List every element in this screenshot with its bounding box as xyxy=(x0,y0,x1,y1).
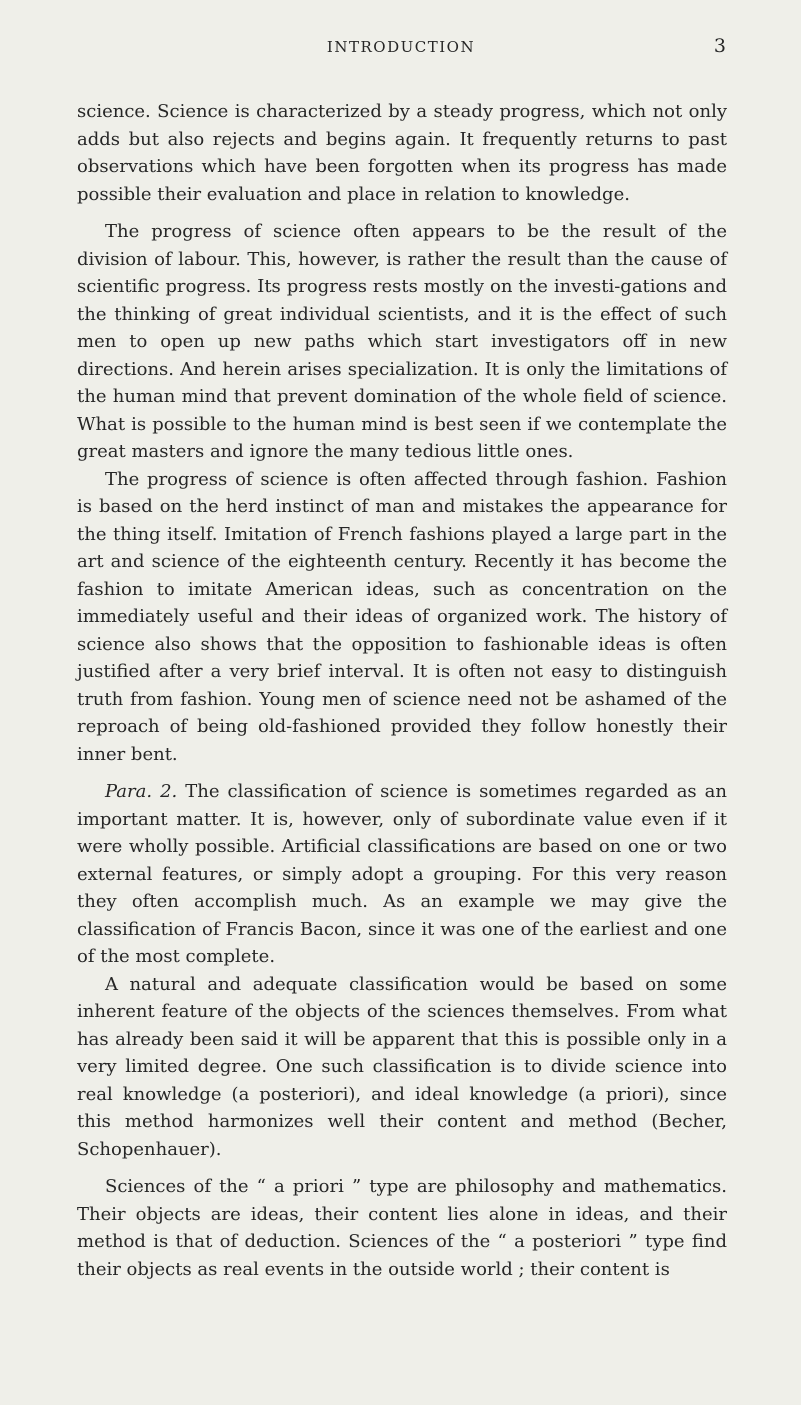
paragraph-label: Para. 2. xyxy=(105,781,178,802)
paragraph-natural-classification: A natural and adequate classification would be based on some inherent feature of the objects of the sciences themselves. From what has already been said it will be apparent that this is possible only in a very limited degree. One such classification is to divide science into real knowledge (a posteriori), and ideal knowledge (a priori), since this method harmonizes well their content and method (Becher, Schopenhauer). xyxy=(77,973,727,1160)
running-title: INTRODUCTION xyxy=(326,38,476,56)
paragraph-fashion: The progress of science is often affected through fashion. Fashion is based on the herd instinct of man and mistakes the appearance for the thing itself. Imitation of French fashions played a large part in the art and science of the eighteenth century. Recently it has become the fashion to imitate American ideas, such as concentration on the immediately useful and their ideas of organized work. The history of science also shows that the opposition to fashionable ideas is often justified after a very brief interval. It is often not easy to distinguish truth from fashion. Young men of science need not be ashamed of the reproach of being old-fashioned provided they follow honestly their inner bent. xyxy=(77,468,727,765)
paragraph-a-priori: Sciences of the “ a priori ” type are philosophy and mathematics. Their objects are ideas, their content lies alone in ideas, and their method is that of deduction. Sciences of the “ a posteriori ” type find their objects as real events in the outside world ; their content is xyxy=(77,1176,727,1280)
paragraph-continuation: science. Science is characterized by a steady progress, which not only adds but also rejects and begins again. It frequently returns to past observations which have been forgotten when its progress has made possible their evaluation and place in relation to knowledge. xyxy=(77,101,727,205)
running-head xyxy=(76,36,726,62)
paragraph-classification-text: The classification of science is sometimes regarded as an important matter. It is, however, only of subordinate value even if it were wholly possible. Artificial classifications are based on one or two external features, or simply adopt a grouping. For this very reason they often accomplish much. As an example we may give the classification of Francis Bacon, since it was one of the earliest and one of the most complete. xyxy=(77,781,727,967)
paragraph-classification xyxy=(77,778,727,971)
page-number: 3 xyxy=(713,35,726,57)
paragraph-division-of-labour: The progress of science often appears to be the result of the division of labour. This, however, is rather the result than the cause of scientific progress. Its progress rests mostly on the investi-gations and the thinking of great individual scientists, and it is the effect of such men to open up new paths which start investigators off in new directions. And herein arises specialization. It is only the limitations of the human mind that prevent domination of the whole field of science. What is possible to the human mind is best seen if we contemplate the great masters and ignore the many tedious little ones. xyxy=(77,221,727,462)
body-text xyxy=(77,98,727,1283)
